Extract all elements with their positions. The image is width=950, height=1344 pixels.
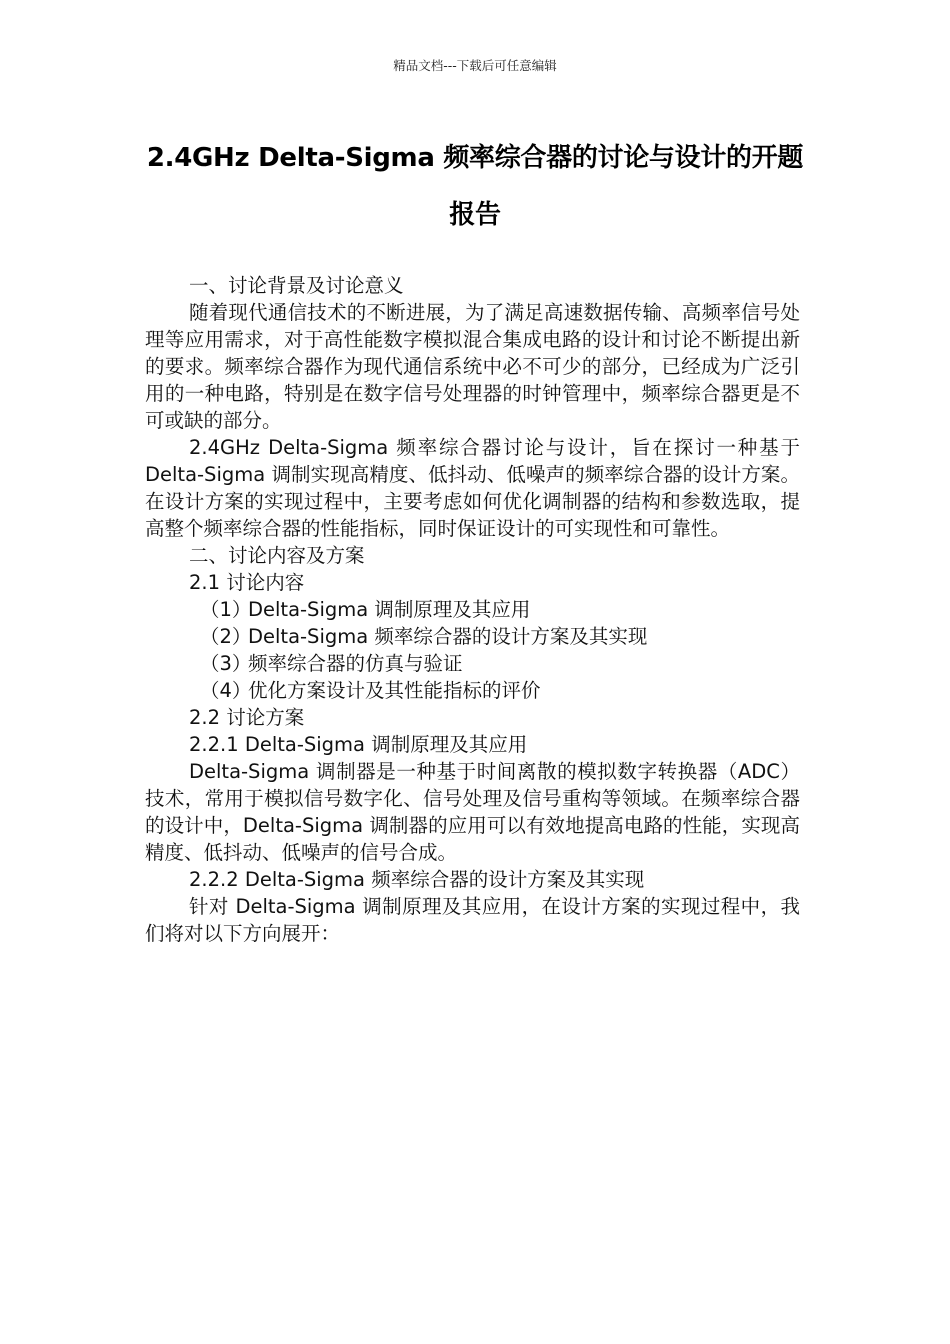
paragraph-background-2: 2.4GHz Delta-Sigma 频率综合器讨论与设计，旨在探讨一种基于 Delta-Sigma 调制实现高精度、低抖动、低噪声的频率综合器的设计方案。在设计方案的实现过程中，主要考虑如何优化调制器的结构和参数选取，提高整个频率综合器的性能指标，同时保证设计的可实现性和可靠性。: [145, 436, 800, 540]
document-body: [145, 272, 800, 947]
subsection-heading-content: 2.1 讨论内容: [189, 571, 305, 594]
paragraph-modulation: Delta-Sigma 调制器是一种基于时间离散的模拟数字转换器（ADC）技术，常用于模拟信号数字化、信号处理及信号重构等领域。在频率综合器的设计中，Delta-Sigma 调制器的应用可以有效地提高电路的性能，实现高精度、低抖动、低噪声的信号合成。: [145, 760, 800, 864]
list-item-number: （2）: [200, 625, 252, 648]
list-item: [145, 623, 800, 650]
list-item-text: 频率综合器的仿真与验证: [248, 652, 463, 675]
section-heading-background: 一、讨论背景及讨论意义: [189, 274, 404, 297]
subsection-heading-design: 2.2.2 Delta-Sigma 频率综合器的设计方案及其实现: [189, 868, 645, 891]
list-item-number: （3）: [200, 652, 252, 675]
list-item-text: 优化方案设计及其性能指标的评价: [248, 679, 541, 702]
subsection-heading-modulation: 2.2.1 Delta-Sigma 调制原理及其应用: [189, 733, 528, 756]
paragraph-background-1: 随着现代通信技术的不断进展，为了满足高速数据传输、高频率信号处理等应用需求，对于高性能数字模拟混合集成电路的设计和讨论不断提出新的要求。频率综合器作为现代通信系统中必不可少的部分，已经成为广泛引用的一种电路，特别是在数字信号处理器的时钟管理中，频率综合器更是不可或缺的部分。: [145, 301, 800, 432]
paragraph-design: 针对 Delta-Sigma 调制原理及其应用，在设计方案的实现过程中，我们将对以下方向展开：: [145, 895, 800, 945]
list-item: [145, 677, 800, 704]
list-item-number: （1）: [200, 598, 252, 621]
list-item: [145, 596, 800, 623]
section-heading-content: 二、讨论内容及方案: [189, 544, 365, 567]
list-item-text: Delta-Sigma 调制原理及其应用: [248, 598, 531, 621]
subsection-heading-plan: 2.2 讨论方案: [189, 706, 305, 729]
list-item: [145, 650, 800, 677]
list-item-number: （4）: [200, 679, 252, 702]
document-title: 2.4GHz Delta-Sigma 频率综合器的讨论与设计的开题报告: [146, 143, 804, 230]
page-header: 精品文档---下载后可任意编辑: [393, 58, 557, 73]
list-item-text: Delta-Sigma 频率综合器的设计方案及其实现: [248, 625, 648, 648]
